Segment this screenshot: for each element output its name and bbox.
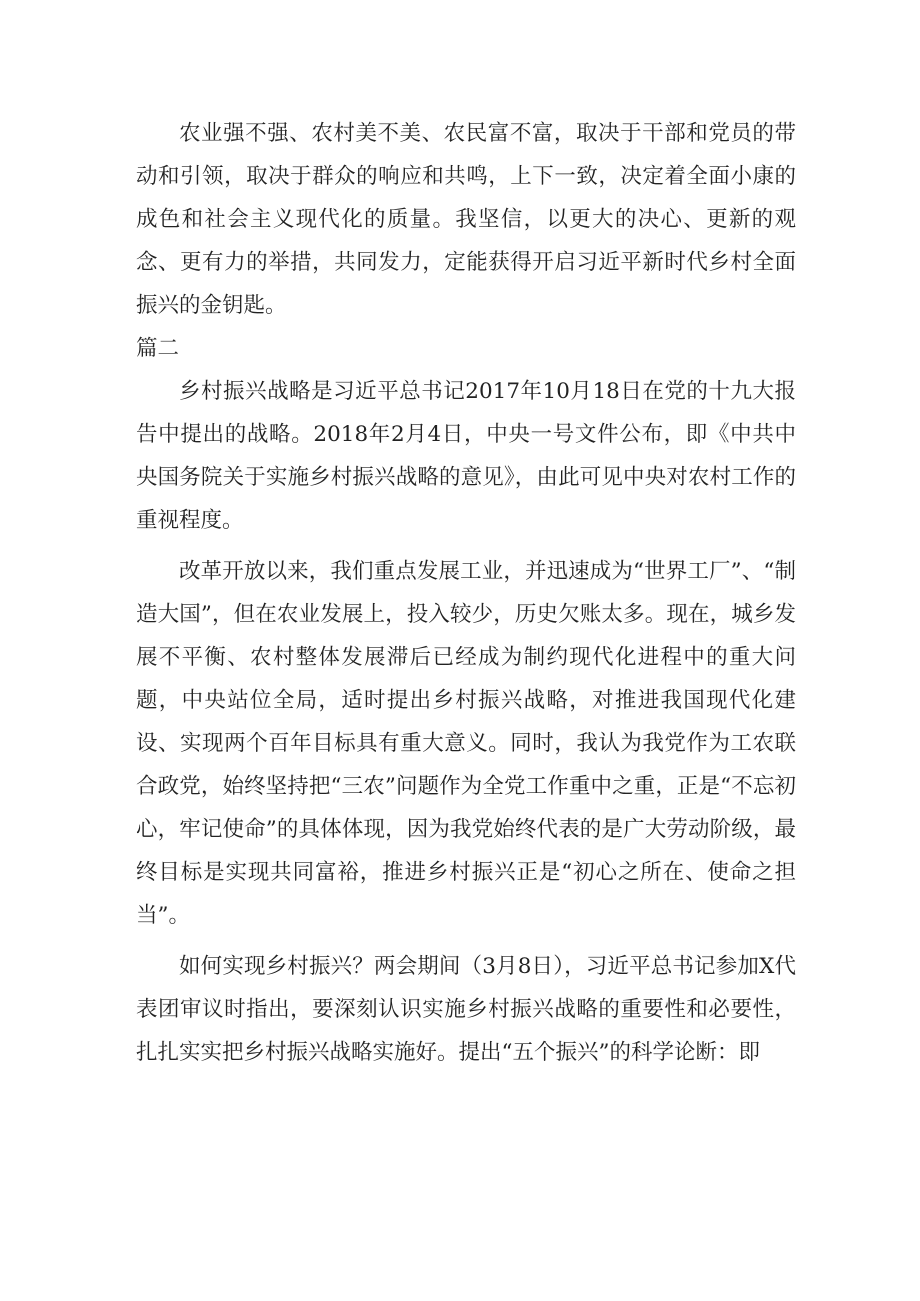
paragraph-how-to-revitalize: 如何实现乡村振兴？两会期间（3月8日），习近平总书记参加X代表团审议时指出，要深刻认识实施乡村振兴战略的重要性和必要性，扎扎实实把乡村振兴战略实施好。提出“五个振兴”的科学论断：即 <box>136 954 796 1065</box>
paragraph-closing: 农业强不强、农村美不美、农民富不富，取决于干部和党员的带动和引领，取决于群众的响应和共鸣，上下一致，决定着全面小康的成色和社会主义现代化的质量。我坚信，以更大的决心、更新的观念、更有力的举措，共同发力，定能获得开启习近平新时代乡村全面振兴的金钥匙。 <box>136 121 796 318</box>
document-body <box>136 112 796 1074</box>
paragraph-reform-history: 改革开放以来，我们重点发展工业，并迅速成为“世界工厂”、“制造大国”，但在农业发展上，投入较少，历史欠账太多。现在，城乡发展不平衡、农村整体发展滞后已经成为制约现代化进程中的重大问题，中央站位全局，适时提出乡村振兴战略，对推进我国现代化建设、实现两个百年目标具有重大意义。同时，我认为我党作为工农联合政党，始终坚持把“三农”问题作为全党工作重中之重，正是“不忘初心，牢记使命”的具体体现，因为我党始终代表的是广大劳动阶级，最终目标是实现共同富裕，推进乡村振兴正是“初心之所在、使命之担当”。 <box>136 559 796 928</box>
section-heading: 篇二 <box>136 336 180 361</box>
paragraph-strategy-intro: 乡村振兴战略是习近平总书记2017年10月18日在党的十九大报告中提出的战略。2018年2月4日，中央一号文件公布，即《中共中央国务院关于实施乡村振兴战略的意见》，由此可见中央对农村工作的重视程度。 <box>136 379 796 533</box>
